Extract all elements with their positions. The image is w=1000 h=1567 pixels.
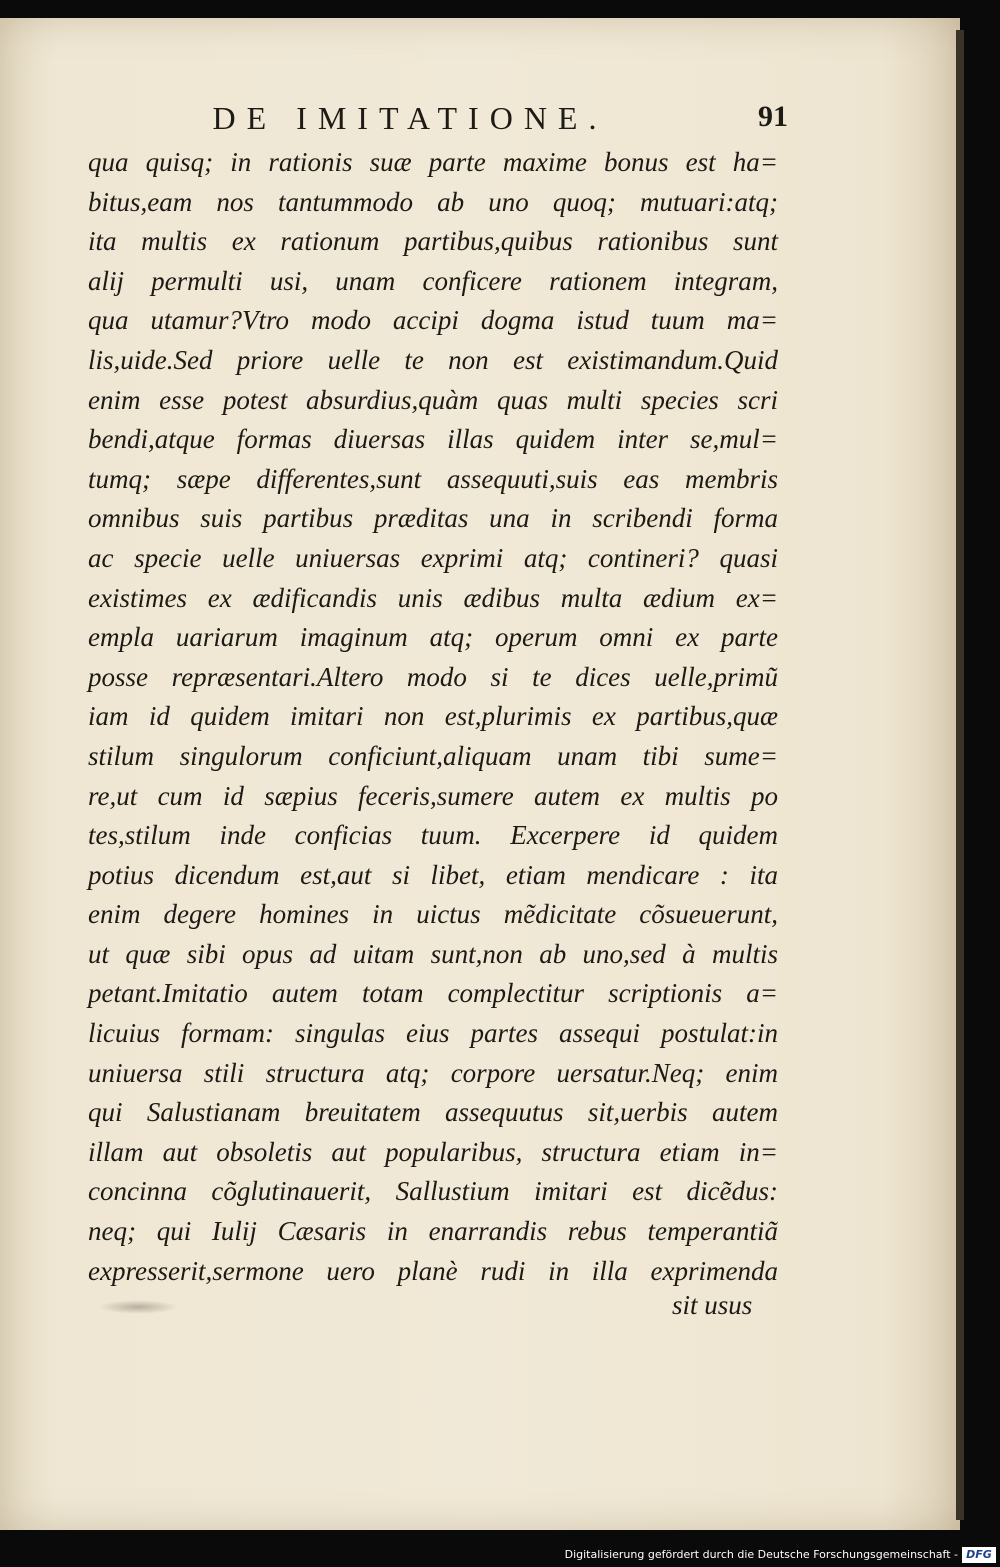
text-line: posse repræsentari.Altero modo si te dices uelle,primũ [88, 661, 778, 692]
text-line: bendi,atque formas diuersas illas quidem inter se,mul= [88, 424, 778, 455]
text-line: ita multis ex rationum partibus,quibus rationibus sunt [88, 226, 778, 257]
text-line: petant.Imitatio autem totam complectitur scriptionis a= [88, 978, 778, 1009]
text-line: uniuersa stili structura atq; corpore uersatur.Neq; enim [88, 1057, 778, 1088]
dfg-logo: DFG [962, 1547, 996, 1563]
text-line: ac specie uelle uniuersas exprimi atq; contineri? quasi [88, 542, 778, 573]
catchword: sit usus [672, 1290, 753, 1320]
text-line: qui Salustianam breuitatem assequutus sit,uerbis autem [88, 1097, 778, 1128]
text-line: qua utamur?Vtro modo accipi dogma istud tuum ma= [88, 305, 778, 336]
text-line: expresserit,sermone uero planè rudi in illa exprimenda [88, 1255, 778, 1286]
page-number: 91 [758, 100, 788, 133]
text-line: neq; qui Iulij Cæsaris in enarrandis rebus temperantiã [88, 1216, 778, 1247]
page-edge-shadow [956, 30, 964, 1520]
text-line: omnibus suis partibus præditas una in scribendi forma [88, 503, 778, 534]
text-line: illam aut obsoletis aut popularibus, structura etiam in= [88, 1136, 778, 1167]
text-line: ut quæ sibi opus ad uitam sunt,non ab uno,sed à multis [88, 938, 778, 969]
text-line: tes,stilum inde conficias tuum. Excerpere id quidem [88, 820, 778, 851]
text-line: empla uariarum imaginum atq; operum omni ex parte [88, 622, 778, 653]
text-line: alij permulti usi, unam conficere rationem integram, [88, 265, 778, 296]
digitization-credit: Digitalisierung gefördert durch die Deutsche Forschungsgemeinschaft - [564, 1548, 958, 1561]
text-line: licuius formam: singulas eius partes assequi postulat:in [88, 1018, 778, 1049]
text-line: existimes ex ædificandis unis ædibus multa ædium ex= [88, 582, 778, 613]
text-line: qua quisq; in rationis suæ parte maxime bonus est ha= [88, 147, 778, 177]
text-line: re,ut cum id sæpius feceris,sumere autem ex multis po [88, 780, 778, 811]
text-line: bitus,eam nos tantummodo ab uno quoq; mutuari:atq; [88, 186, 778, 217]
running-head: DE IMITATIONE. [212, 100, 608, 136]
text-line: stilum singulorum conficiunt,aliquam unam tibi sume= [88, 740, 778, 771]
text-line: potius dicendum est,aut si libet, etiam mendicare : ita [88, 859, 778, 890]
text-line: lis,uide.Sed priore uelle te non est existimandum.Quid [88, 344, 778, 375]
text-line: iam id quidem imitari non est,plurimis ex partibus,quæ [88, 701, 778, 732]
text-line: concinna cõglutinauerit, Sallustium imitari est dicẽdus: [88, 1176, 778, 1207]
text-line: tumq; sæpe differentes,sunt assequuti,suis eas membris [88, 463, 778, 494]
ink-smudge [98, 1300, 178, 1314]
text-line: enim esse potest absurdius,quàm quas multi species scri [88, 384, 778, 415]
body-text [88, 143, 778, 1291]
text-line: enim degere homines in uictus mẽdicitate cõsueuerunt, [88, 899, 778, 930]
